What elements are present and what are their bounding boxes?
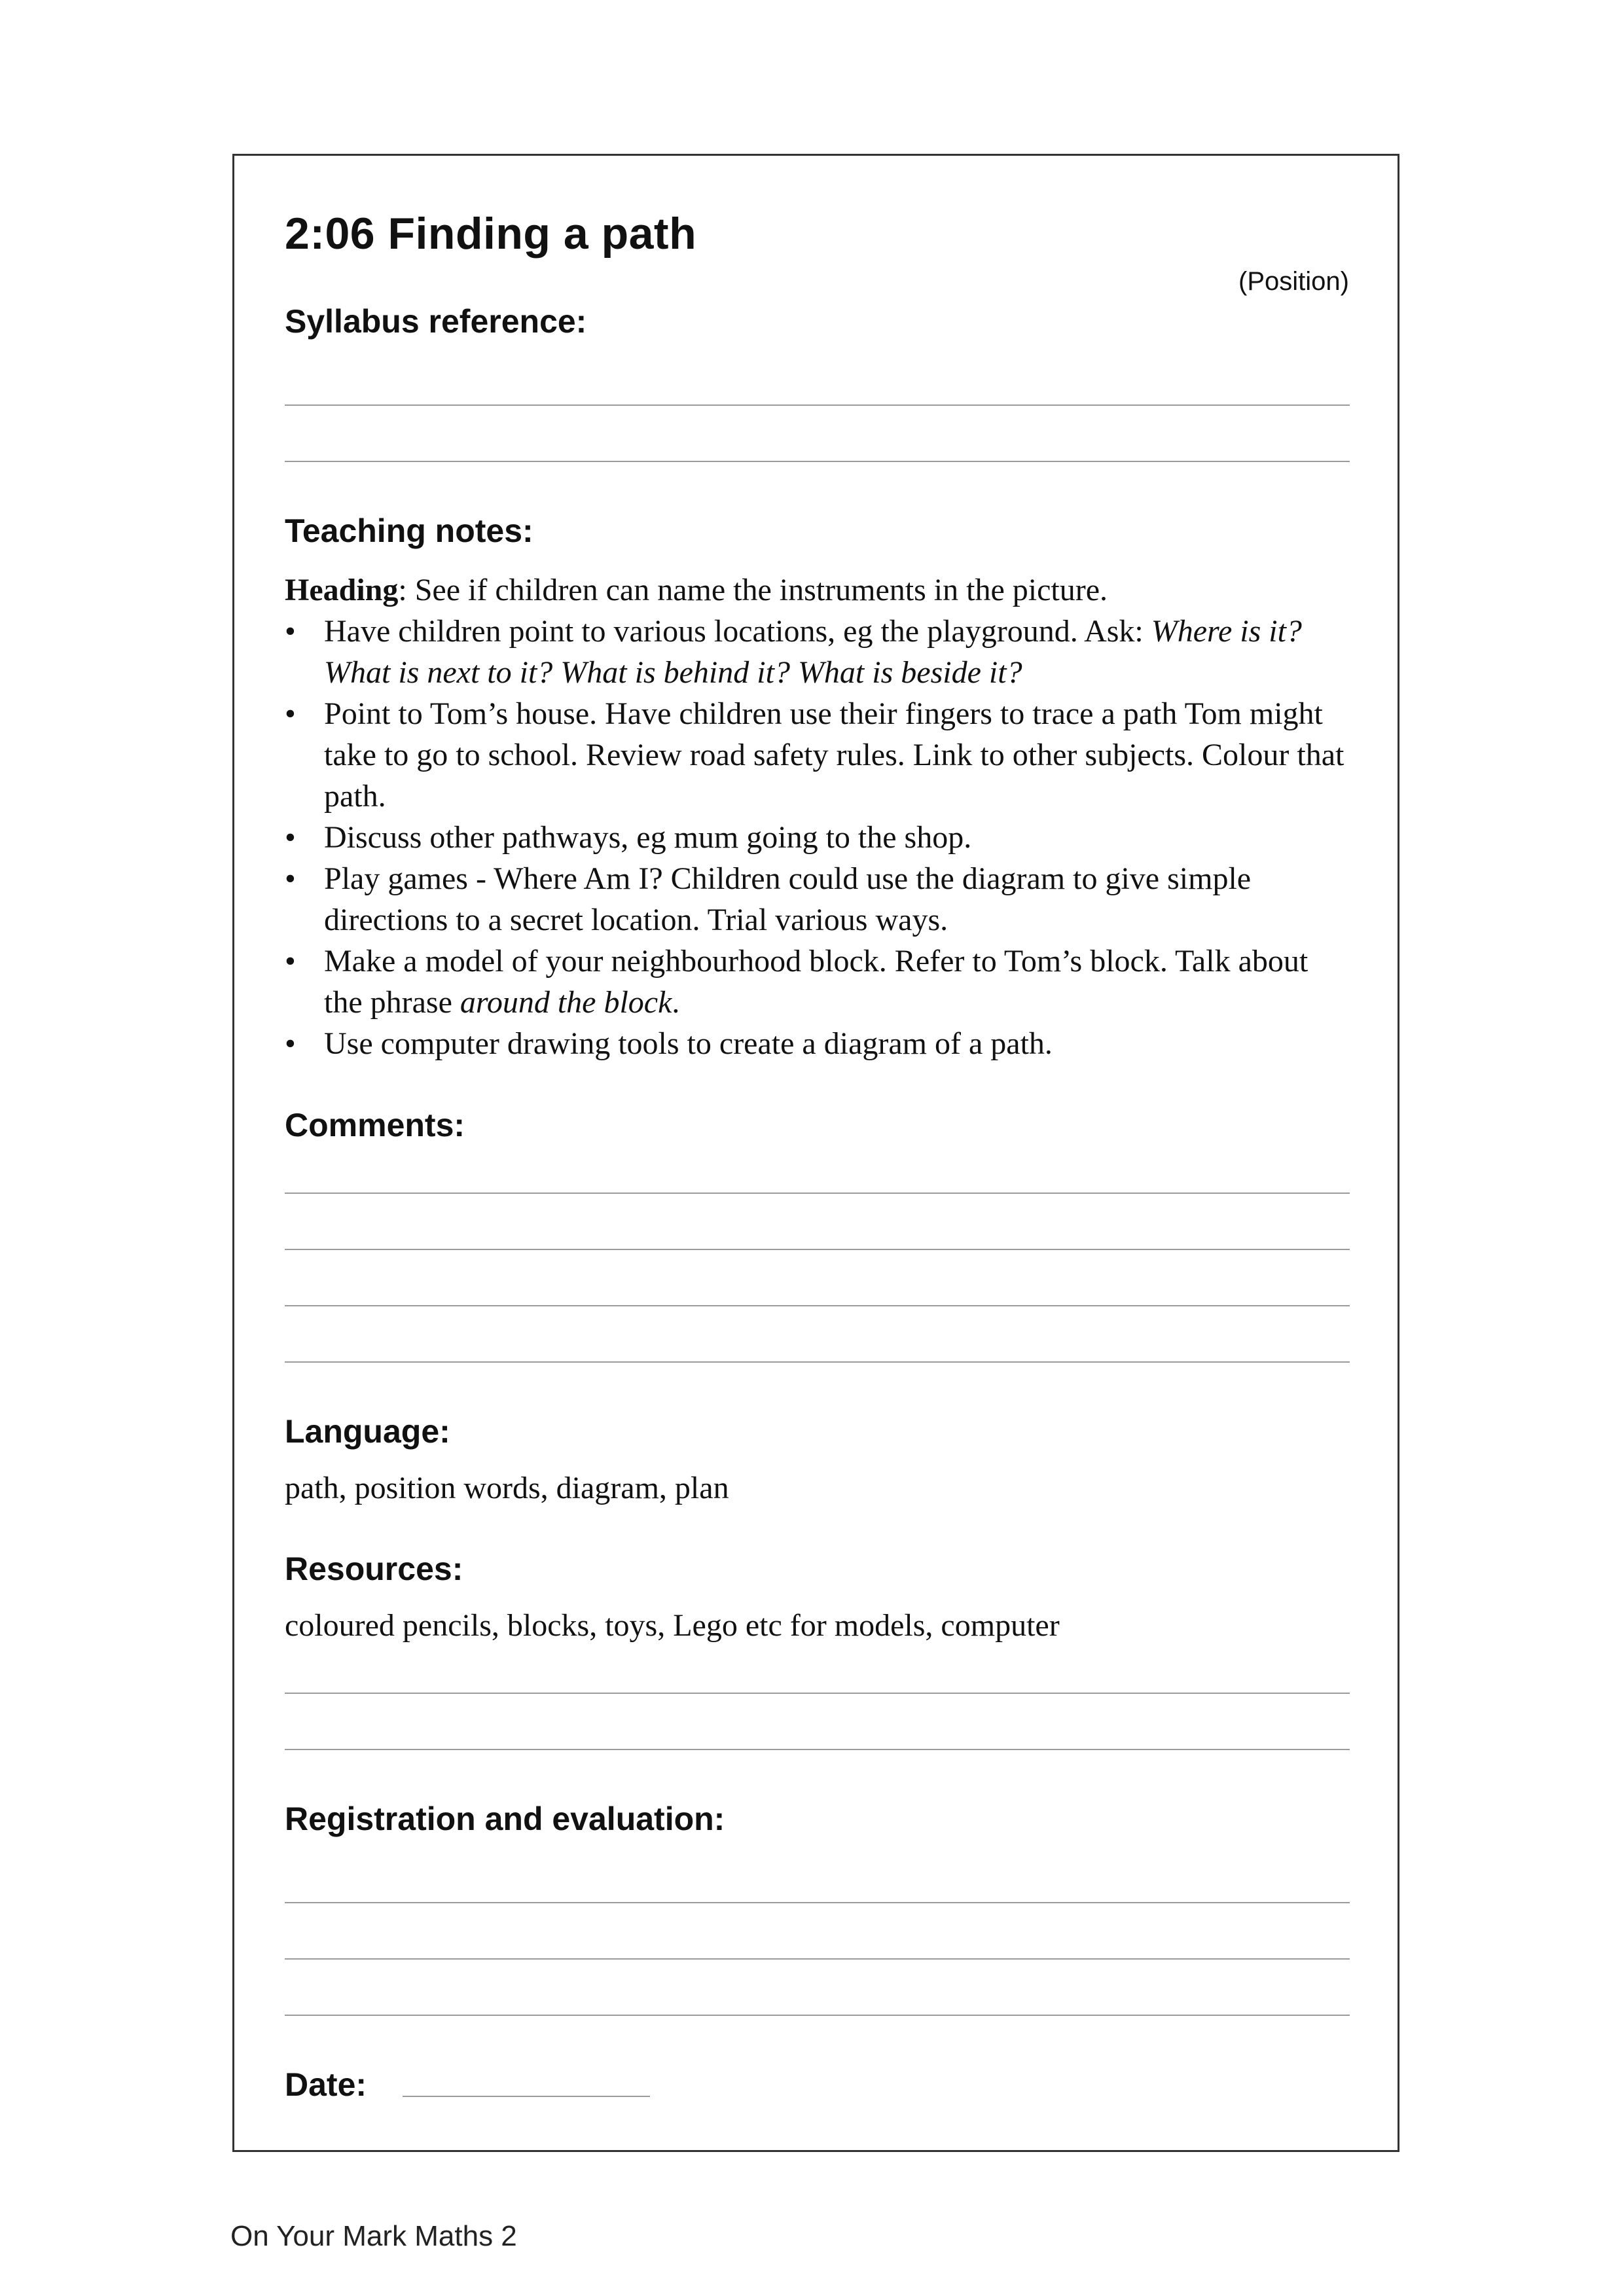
bullet-italic: Where is it? What is next to it? What is behind it? What is beside it? <box>324 614 1302 690</box>
list-item <box>285 611 1350 693</box>
resources-line-2[interactable] <box>285 1749 1350 1750</box>
bullet-icon: • <box>285 861 296 896</box>
registration-heading: Registration and evaluation: <box>285 1801 725 1837</box>
page-title: 2:06 Finding a path <box>285 209 697 259</box>
syllabus-line-1[interactable] <box>285 404 1350 406</box>
teaching-notes-list <box>285 611 1350 1064</box>
bullet-text: Make a model of your neighbourhood block. Refer to Tom’s block. Talk about the phrase <box>324 944 1308 1020</box>
language-heading: Language: <box>285 1413 450 1450</box>
topic-label: (Position) <box>1238 267 1349 296</box>
list-item <box>285 817 1350 858</box>
list-item <box>285 858 1350 941</box>
comments-heading: Comments: <box>285 1107 465 1143</box>
bullet-tail: . <box>672 985 680 1020</box>
lead-bold: Heading <box>285 573 399 607</box>
resources-heading: Resources: <box>285 1551 463 1587</box>
teaching-notes-heading: Teaching notes: <box>285 512 533 549</box>
bullet-text: Point to Tom’s house. Have children use their fingers to trace a path Tom might take to go to school. Review road safety rules. Link to other subjects. Colour that path. <box>324 696 1344 814</box>
footer-text: On Your Mark Maths 2 <box>230 2220 517 2252</box>
bullet-text: Have children point to various locations, eg the playground. Ask: <box>324 614 1151 649</box>
comments-line-4[interactable] <box>285 1361 1350 1363</box>
teaching-notes-body <box>285 569 1350 1064</box>
registration-line-1[interactable] <box>285 1902 1350 1903</box>
lead-text: : See if children can name the instruments in the picture. <box>398 573 1108 607</box>
list-item <box>285 693 1350 817</box>
list-item <box>285 941 1350 1023</box>
bullet-text: Play games - Where Am I? Children could use the diagram to give simple directions to a secret location. Trial various ways. <box>324 861 1252 937</box>
teaching-notes-lead <box>285 569 1350 611</box>
bullet-icon: • <box>285 696 296 731</box>
comments-line-1[interactable] <box>285 1193 1350 1194</box>
resources-text: coloured pencils, blocks, toys, Lego etc for models, computer <box>285 1608 1060 1643</box>
list-item <box>285 1023 1350 1064</box>
bullet-icon: • <box>285 820 296 855</box>
registration-line-3[interactable] <box>285 2015 1350 2016</box>
comments-line-2[interactable] <box>285 1249 1350 1250</box>
comments-line-3[interactable] <box>285 1305 1350 1306</box>
bullet-text: Use computer drawing tools to create a diagram of a path. <box>324 1026 1053 1061</box>
bullet-icon: • <box>285 944 296 978</box>
date-field-line[interactable] <box>403 2096 650 2097</box>
date-label: Date: <box>285 2066 367 2103</box>
bullet-italic: around the block <box>460 985 672 1020</box>
bullet-icon: • <box>285 614 296 649</box>
bullet-icon: • <box>285 1026 296 1061</box>
bullet-text: Discuss other pathways, eg mum going to the shop. <box>324 820 972 855</box>
language-text: path, position words, diagram, plan <box>285 1471 729 1505</box>
worksheet-frame <box>232 154 1399 2152</box>
resources-line-1[interactable] <box>285 1693 1350 1694</box>
syllabus-line-2[interactable] <box>285 461 1350 462</box>
registration-line-2[interactable] <box>285 1958 1350 1960</box>
syllabus-heading: Syllabus reference: <box>285 303 587 340</box>
